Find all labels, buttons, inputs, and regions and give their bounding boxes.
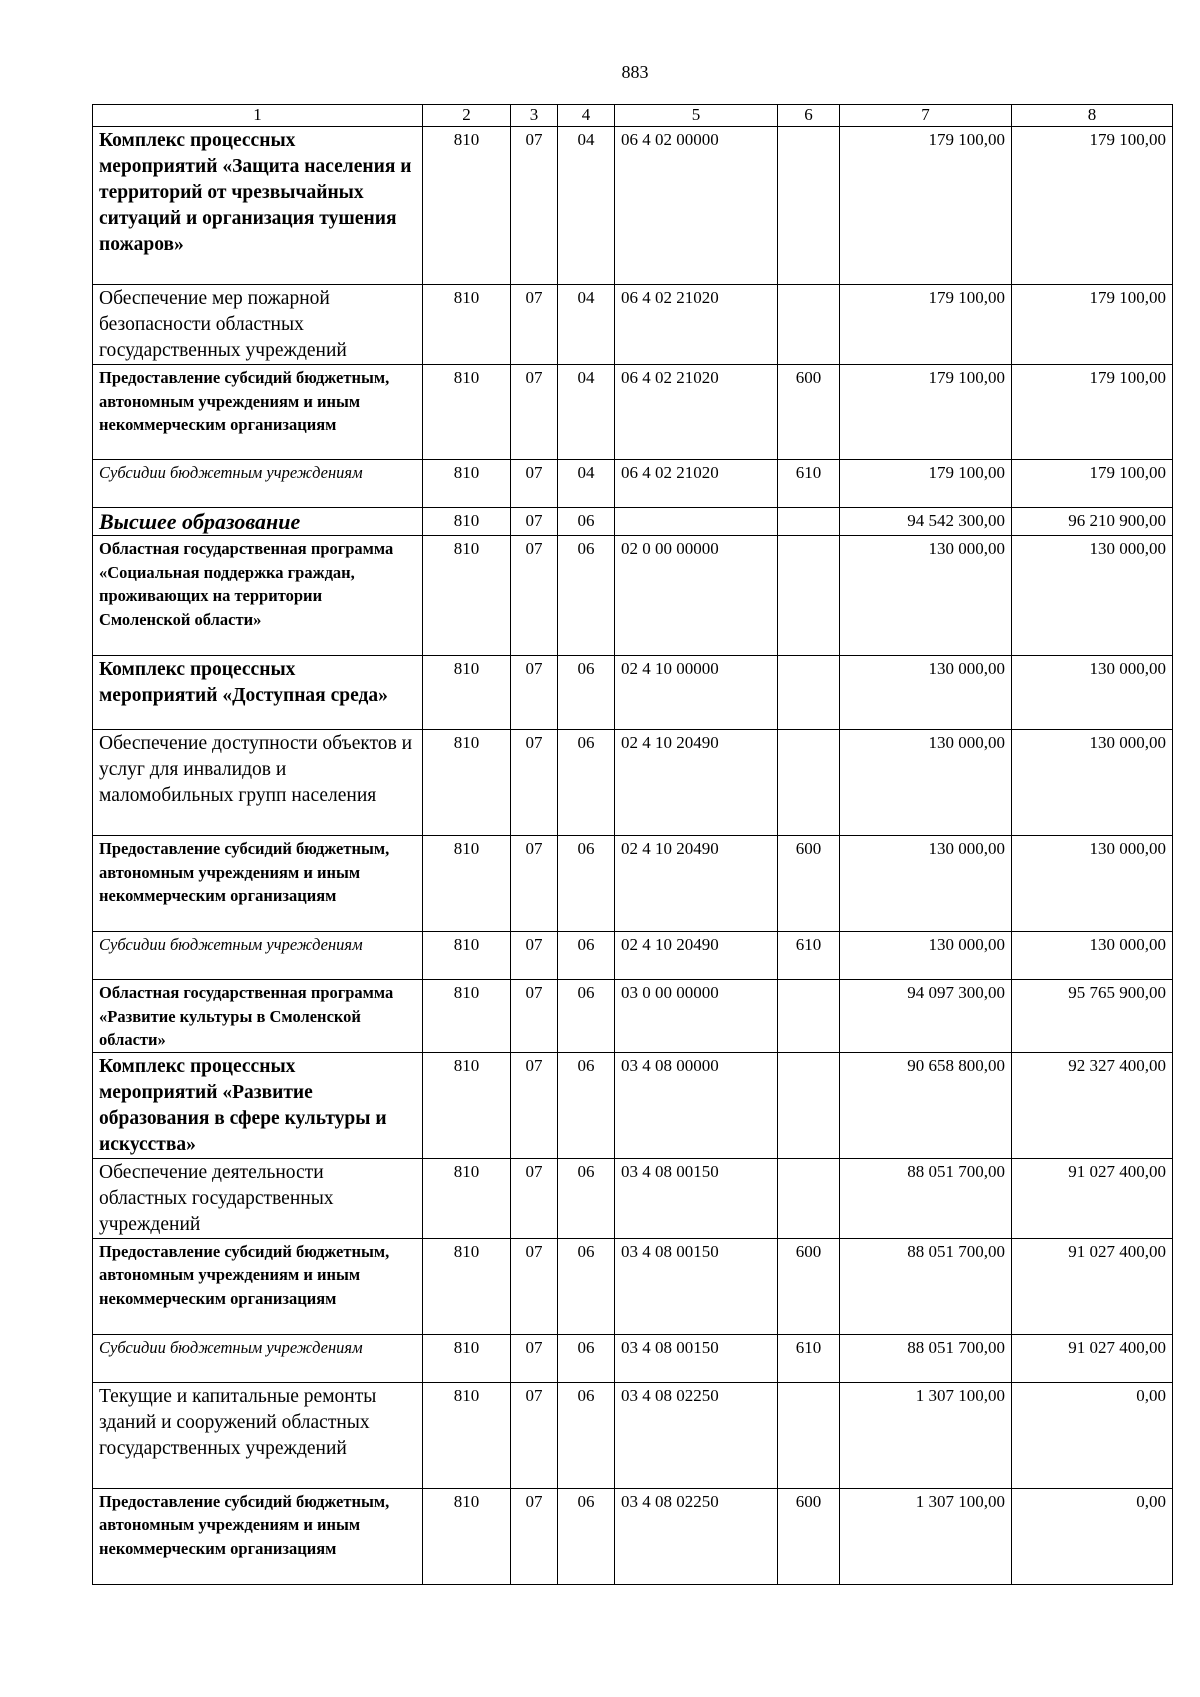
cell-section: 07	[511, 1158, 558, 1238]
item-name: Текущие и капитальные ремонты зданий и сооружений областных государственных учреждений	[93, 1382, 423, 1488]
cell-expense-type: 600	[778, 1238, 840, 1334]
item-name: Комплекс процессных мероприятий «Развитие образования в сфере культуры и искусства»	[93, 1052, 423, 1158]
cell-admin: 810	[423, 1382, 511, 1488]
cell-target-article: 02 4 10 20490	[615, 836, 778, 932]
header-cell: 1	[93, 105, 423, 127]
cell-admin: 810	[423, 508, 511, 536]
cell-target-article: 03 4 08 00000	[615, 1052, 778, 1158]
table-row	[93, 285, 1173, 365]
cell-amount-8: 130 000,00	[1012, 656, 1173, 730]
cell-amount-7: 130 000,00	[840, 536, 1012, 656]
cell-admin: 810	[423, 365, 511, 460]
cell-amount-7: 179 100,00	[840, 127, 1012, 285]
cell-amount-8: 91 027 400,00	[1012, 1158, 1173, 1238]
table-row	[93, 656, 1173, 730]
cell-amount-7: 130 000,00	[840, 656, 1012, 730]
cell-amount-8: 179 100,00	[1012, 365, 1173, 460]
cell-admin: 810	[423, 460, 511, 508]
table-row	[93, 1238, 1173, 1334]
cell-amount-7: 90 658 800,00	[840, 1052, 1012, 1158]
item-name: Областная государственная программа «Развитие культуры в Смоленской области»	[93, 980, 423, 1053]
cell-section: 07	[511, 980, 558, 1053]
table-row	[93, 508, 1173, 536]
header-cell: 3	[511, 105, 558, 127]
cell-section: 07	[511, 536, 558, 656]
cell-target-article: 02 4 10 20490	[615, 932, 778, 980]
table-row	[93, 460, 1173, 508]
cell-admin: 810	[423, 656, 511, 730]
cell-admin: 810	[423, 536, 511, 656]
cell-subsection: 04	[558, 365, 615, 460]
item-name: Субсидии бюджетным учреждениям	[93, 932, 423, 980]
table-row	[93, 536, 1173, 656]
cell-amount-7: 88 051 700,00	[840, 1334, 1012, 1382]
cell-section: 07	[511, 127, 558, 285]
cell-section: 07	[511, 460, 558, 508]
cell-admin: 810	[423, 932, 511, 980]
table-row	[93, 1334, 1173, 1382]
cell-section: 07	[511, 1052, 558, 1158]
cell-amount-7: 130 000,00	[840, 932, 1012, 980]
cell-subsection: 06	[558, 730, 615, 836]
cell-target-article: 03 4 08 02250	[615, 1488, 778, 1584]
cell-target-article: 06 4 02 21020	[615, 365, 778, 460]
cell-section: 07	[511, 1238, 558, 1334]
cell-amount-7: 94 097 300,00	[840, 980, 1012, 1053]
cell-expense-type: 600	[778, 365, 840, 460]
header-cell: 8	[1012, 105, 1173, 127]
cell-amount-8: 95 765 900,00	[1012, 980, 1173, 1053]
table-row	[93, 1158, 1173, 1238]
cell-amount-8: 130 000,00	[1012, 932, 1173, 980]
cell-expense-type	[778, 730, 840, 836]
cell-target-article: 03 4 08 00150	[615, 1334, 778, 1382]
cell-amount-8: 91 027 400,00	[1012, 1334, 1173, 1382]
header-cell: 5	[615, 105, 778, 127]
cell-amount-7: 179 100,00	[840, 460, 1012, 508]
table-row	[93, 127, 1173, 285]
cell-expense-type	[778, 656, 840, 730]
header-row	[93, 105, 1173, 127]
cell-expense-type	[778, 508, 840, 536]
cell-amount-8: 179 100,00	[1012, 127, 1173, 285]
cell-expense-type	[778, 980, 840, 1053]
cell-amount-8: 130 000,00	[1012, 730, 1173, 836]
cell-subsection: 04	[558, 460, 615, 508]
cell-amount-8: 0,00	[1012, 1488, 1173, 1584]
cell-expense-type	[778, 285, 840, 365]
item-name: Обеспечение доступности объектов и услуг для инвалидов и маломобильных групп населения	[93, 730, 423, 836]
item-name: Комплекс процессных мероприятий «Защита населения и территорий от чрезвычайных ситуаций и организация тушения пожаров»	[93, 127, 423, 285]
cell-subsection: 06	[558, 1158, 615, 1238]
item-name: Комплекс процессных мероприятий «Доступная среда»	[93, 656, 423, 730]
cell-amount-8: 91 027 400,00	[1012, 1238, 1173, 1334]
cell-admin: 810	[423, 980, 511, 1053]
cell-amount-8: 92 327 400,00	[1012, 1052, 1173, 1158]
cell-amount-8: 179 100,00	[1012, 460, 1173, 508]
cell-expense-type	[778, 536, 840, 656]
cell-target-article	[615, 508, 778, 536]
cell-admin: 810	[423, 285, 511, 365]
cell-target-article: 02 4 10 20490	[615, 730, 778, 836]
cell-expense-type: 610	[778, 932, 840, 980]
cell-admin: 810	[423, 127, 511, 285]
item-name: Предоставление субсидий бюджетным, автономным учреждениям и иным некоммерческим организациям	[93, 1488, 423, 1584]
cell-section: 07	[511, 656, 558, 730]
cell-target-article: 03 4 08 00150	[615, 1158, 778, 1238]
table-row	[93, 1052, 1173, 1158]
cell-amount-7: 130 000,00	[840, 730, 1012, 836]
cell-section: 07	[511, 932, 558, 980]
cell-admin: 810	[423, 1158, 511, 1238]
cell-expense-type: 600	[778, 1488, 840, 1584]
cell-subsection: 04	[558, 285, 615, 365]
cell-expense-type: 610	[778, 460, 840, 508]
cell-section: 07	[511, 836, 558, 932]
cell-admin: 810	[423, 1052, 511, 1158]
cell-subsection: 06	[558, 656, 615, 730]
cell-subsection: 06	[558, 932, 615, 980]
cell-section: 07	[511, 1382, 558, 1488]
cell-subsection: 06	[558, 508, 615, 536]
cell-expense-type: 610	[778, 1334, 840, 1382]
header-cell: 6	[778, 105, 840, 127]
cell-subsection: 06	[558, 836, 615, 932]
cell-subsection: 06	[558, 1238, 615, 1334]
cell-amount-7: 179 100,00	[840, 365, 1012, 460]
cell-expense-type	[778, 1052, 840, 1158]
cell-target-article: 02 4 10 00000	[615, 656, 778, 730]
cell-amount-7: 88 051 700,00	[840, 1238, 1012, 1334]
cell-amount-7: 130 000,00	[840, 836, 1012, 932]
header-cell: 2	[423, 105, 511, 127]
cell-subsection: 06	[558, 1334, 615, 1382]
page-number: 883	[621, 62, 649, 82]
cell-amount-7: 94 542 300,00	[840, 508, 1012, 536]
cell-admin: 810	[423, 836, 511, 932]
table-row	[93, 1488, 1173, 1584]
cell-section: 07	[511, 730, 558, 836]
cell-target-article: 06 4 02 21020	[615, 460, 778, 508]
cell-target-article: 06 4 02 21020	[615, 285, 778, 365]
cell-target-article: 03 4 08 02250	[615, 1382, 778, 1488]
cell-amount-7: 88 051 700,00	[840, 1158, 1012, 1238]
item-name: Субсидии бюджетным учреждениям	[93, 460, 423, 508]
item-name: Субсидии бюджетным учреждениям	[93, 1334, 423, 1382]
cell-admin: 810	[423, 1238, 511, 1334]
cell-amount-8: 130 000,00	[1012, 536, 1173, 656]
cell-section: 07	[511, 365, 558, 460]
cell-expense-type	[778, 127, 840, 285]
cell-subsection: 06	[558, 1382, 615, 1488]
cell-subsection: 06	[558, 536, 615, 656]
cell-subsection: 06	[558, 980, 615, 1053]
item-name: Обеспечение деятельности областных государственных учреждений	[93, 1158, 423, 1238]
item-name: Областная государственная программа «Социальная поддержка граждан, проживающих на территории Смоленской области»	[93, 536, 423, 656]
cell-section: 07	[511, 508, 558, 536]
cell-amount-8: 130 000,00	[1012, 836, 1173, 932]
table-row	[93, 365, 1173, 460]
cell-expense-type: 600	[778, 836, 840, 932]
cell-amount-7: 1 307 100,00	[840, 1382, 1012, 1488]
cell-section: 07	[511, 1334, 558, 1382]
header-cell: 4	[558, 105, 615, 127]
cell-amount-8: 96 210 900,00	[1012, 508, 1173, 536]
item-name: Предоставление субсидий бюджетным, автономным учреждениям и иным некоммерческим организациям	[93, 836, 423, 932]
item-name: Предоставление субсидий бюджетным, автономным учреждениям и иным некоммерческим организациям	[93, 365, 423, 460]
cell-target-article: 06 4 02 00000	[615, 127, 778, 285]
header-cell: 7	[840, 105, 1012, 127]
table-row	[93, 730, 1173, 836]
cell-admin: 810	[423, 730, 511, 836]
cell-amount-8: 0,00	[1012, 1382, 1173, 1488]
table-row	[93, 980, 1173, 1053]
cell-expense-type	[778, 1158, 840, 1238]
cell-admin: 810	[423, 1488, 511, 1584]
cell-target-article: 03 4 08 00150	[615, 1238, 778, 1334]
cell-amount-7: 1 307 100,00	[840, 1488, 1012, 1584]
cell-target-article: 02 0 00 00000	[615, 536, 778, 656]
cell-section: 07	[511, 1488, 558, 1584]
table-row	[93, 1382, 1173, 1488]
budget-table	[92, 104, 1173, 1585]
cell-section: 07	[511, 285, 558, 365]
table-row	[93, 836, 1173, 932]
cell-target-article: 03 0 00 00000	[615, 980, 778, 1053]
item-name: Предоставление субсидий бюджетным, автономным учреждениям и иным некоммерческим организациям	[93, 1238, 423, 1334]
table-row	[93, 932, 1173, 980]
cell-admin: 810	[423, 1334, 511, 1382]
item-name: Высшее образование	[93, 508, 423, 536]
cell-amount-8: 179 100,00	[1012, 285, 1173, 365]
cell-subsection: 04	[558, 127, 615, 285]
item-name: Обеспечение мер пожарной безопасности областных государственных учреждений	[93, 285, 423, 365]
cell-amount-7: 179 100,00	[840, 285, 1012, 365]
cell-expense-type	[778, 1382, 840, 1488]
cell-subsection: 06	[558, 1052, 615, 1158]
cell-subsection: 06	[558, 1488, 615, 1584]
